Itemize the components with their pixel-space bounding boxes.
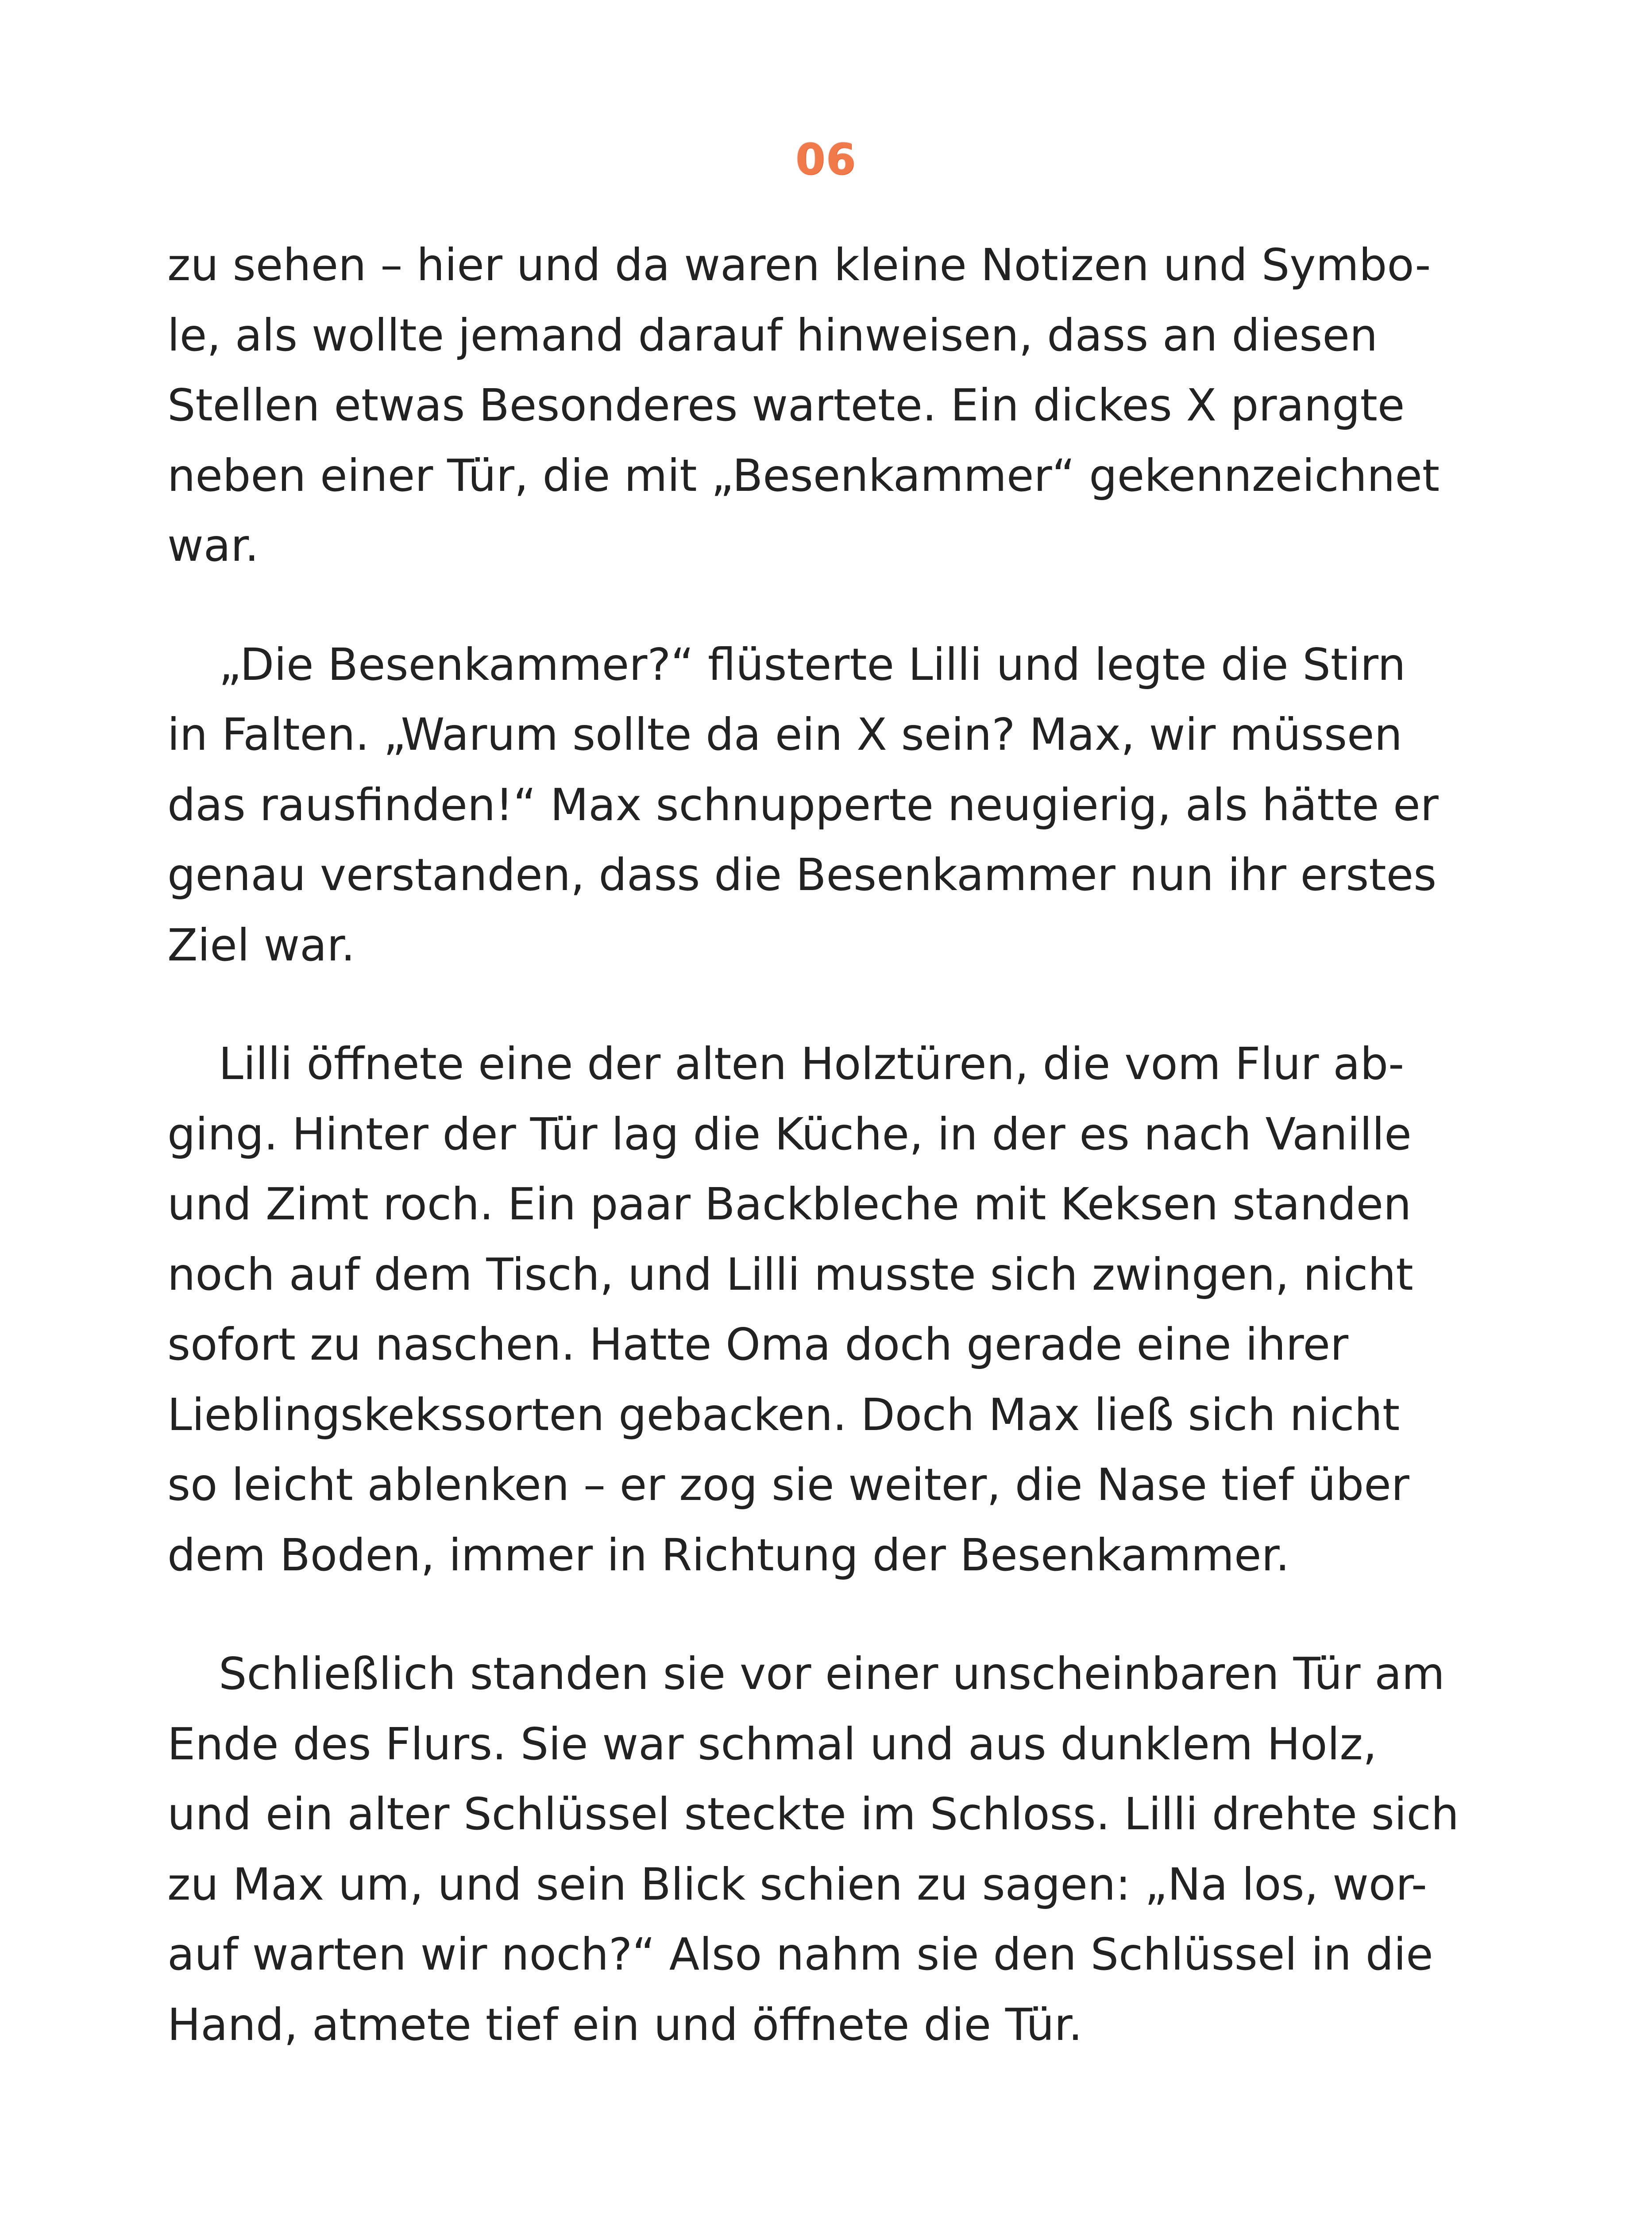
text-line: noch auf dem Tisch, und Lilli musste sich zwingen, nicht bbox=[167, 1248, 1413, 1300]
text-line: war. bbox=[167, 520, 259, 571]
text-line: so leicht ablenken – er zog sie weiter, die Nase tief über bbox=[167, 1459, 1409, 1511]
text-line: zu sehen – hier und da waren kleine Notizen und Symbo- bbox=[167, 239, 1431, 291]
text-line: Lieblingskekssorten gebacken. Doch Max ließ sich nicht bbox=[167, 1388, 1400, 1441]
paragraph bbox=[167, 1029, 1495, 1590]
paragraph-spacer bbox=[167, 1590, 1495, 1639]
text-line: und ein alter Schlüssel steckte im Schloss. Lilli drehte sich bbox=[167, 1788, 1459, 1840]
paragraph bbox=[167, 630, 1495, 981]
paragraph bbox=[167, 1639, 1495, 2060]
paragraph-spacer bbox=[167, 980, 1495, 1029]
text-line: genau verstanden, dass die Besenkammer nun ihr erstes bbox=[167, 849, 1437, 901]
text-line: Ziel war. bbox=[167, 919, 355, 971]
text-line: sofort zu naschen. Hatte Oma doch gerade eine ihrer bbox=[167, 1319, 1349, 1370]
text-line: und Zimt roch. Ein paar Backbleche mit Keksen standen bbox=[167, 1178, 1412, 1230]
text-line: auf warten wir noch?“ Also nahm sie den Schlüssel in die bbox=[167, 1928, 1433, 1980]
paragraph-spacer bbox=[167, 581, 1495, 630]
paragraph bbox=[167, 230, 1495, 581]
text-line: Hand, atmete tief ein und öffnete die Tür. bbox=[167, 1998, 1083, 2051]
text-line: Stellen etwas Besonderes wartete. Ein dickes X prangte bbox=[167, 379, 1405, 431]
text-line: „Die Besenkammer?“ flüsterte Lilli und legte die Stirn bbox=[219, 638, 1406, 690]
text-line: das rausfinden!“ Max schnupperte neugierig, als hätte er bbox=[167, 779, 1439, 831]
text-line: Lilli öffnete eine der alten Holztüren, die vom Flur ab- bbox=[219, 1038, 1405, 1090]
text-line: neben einer Tür, die mit „Besenkammer“ gekennzeichnet bbox=[167, 449, 1440, 501]
body-text bbox=[167, 230, 1495, 2060]
text-line: zu Max um, und sein Blick schien zu sagen: „Na los, wor- bbox=[167, 1858, 1427, 1910]
text-line: ging. Hinter der Tür lag die Küche, in der es nach Vanille bbox=[167, 1108, 1412, 1160]
text-line: dem Boden, immer in Richtung der Besenkammer. bbox=[167, 1529, 1290, 1581]
text-line: le, als wollte jemand darauf hinweisen, dass an diesen bbox=[167, 309, 1378, 361]
text-line: in Falten. „Warum sollte da ein X sein? Max, wir müssen bbox=[167, 709, 1402, 760]
text-line: Ende des Flurs. Sie war schmal und aus dunklem Holz, bbox=[167, 1718, 1377, 1770]
page-number: 06 bbox=[795, 135, 857, 184]
text-line: Schließlich standen sie vor einer unscheinbaren Tür am bbox=[219, 1648, 1445, 1700]
